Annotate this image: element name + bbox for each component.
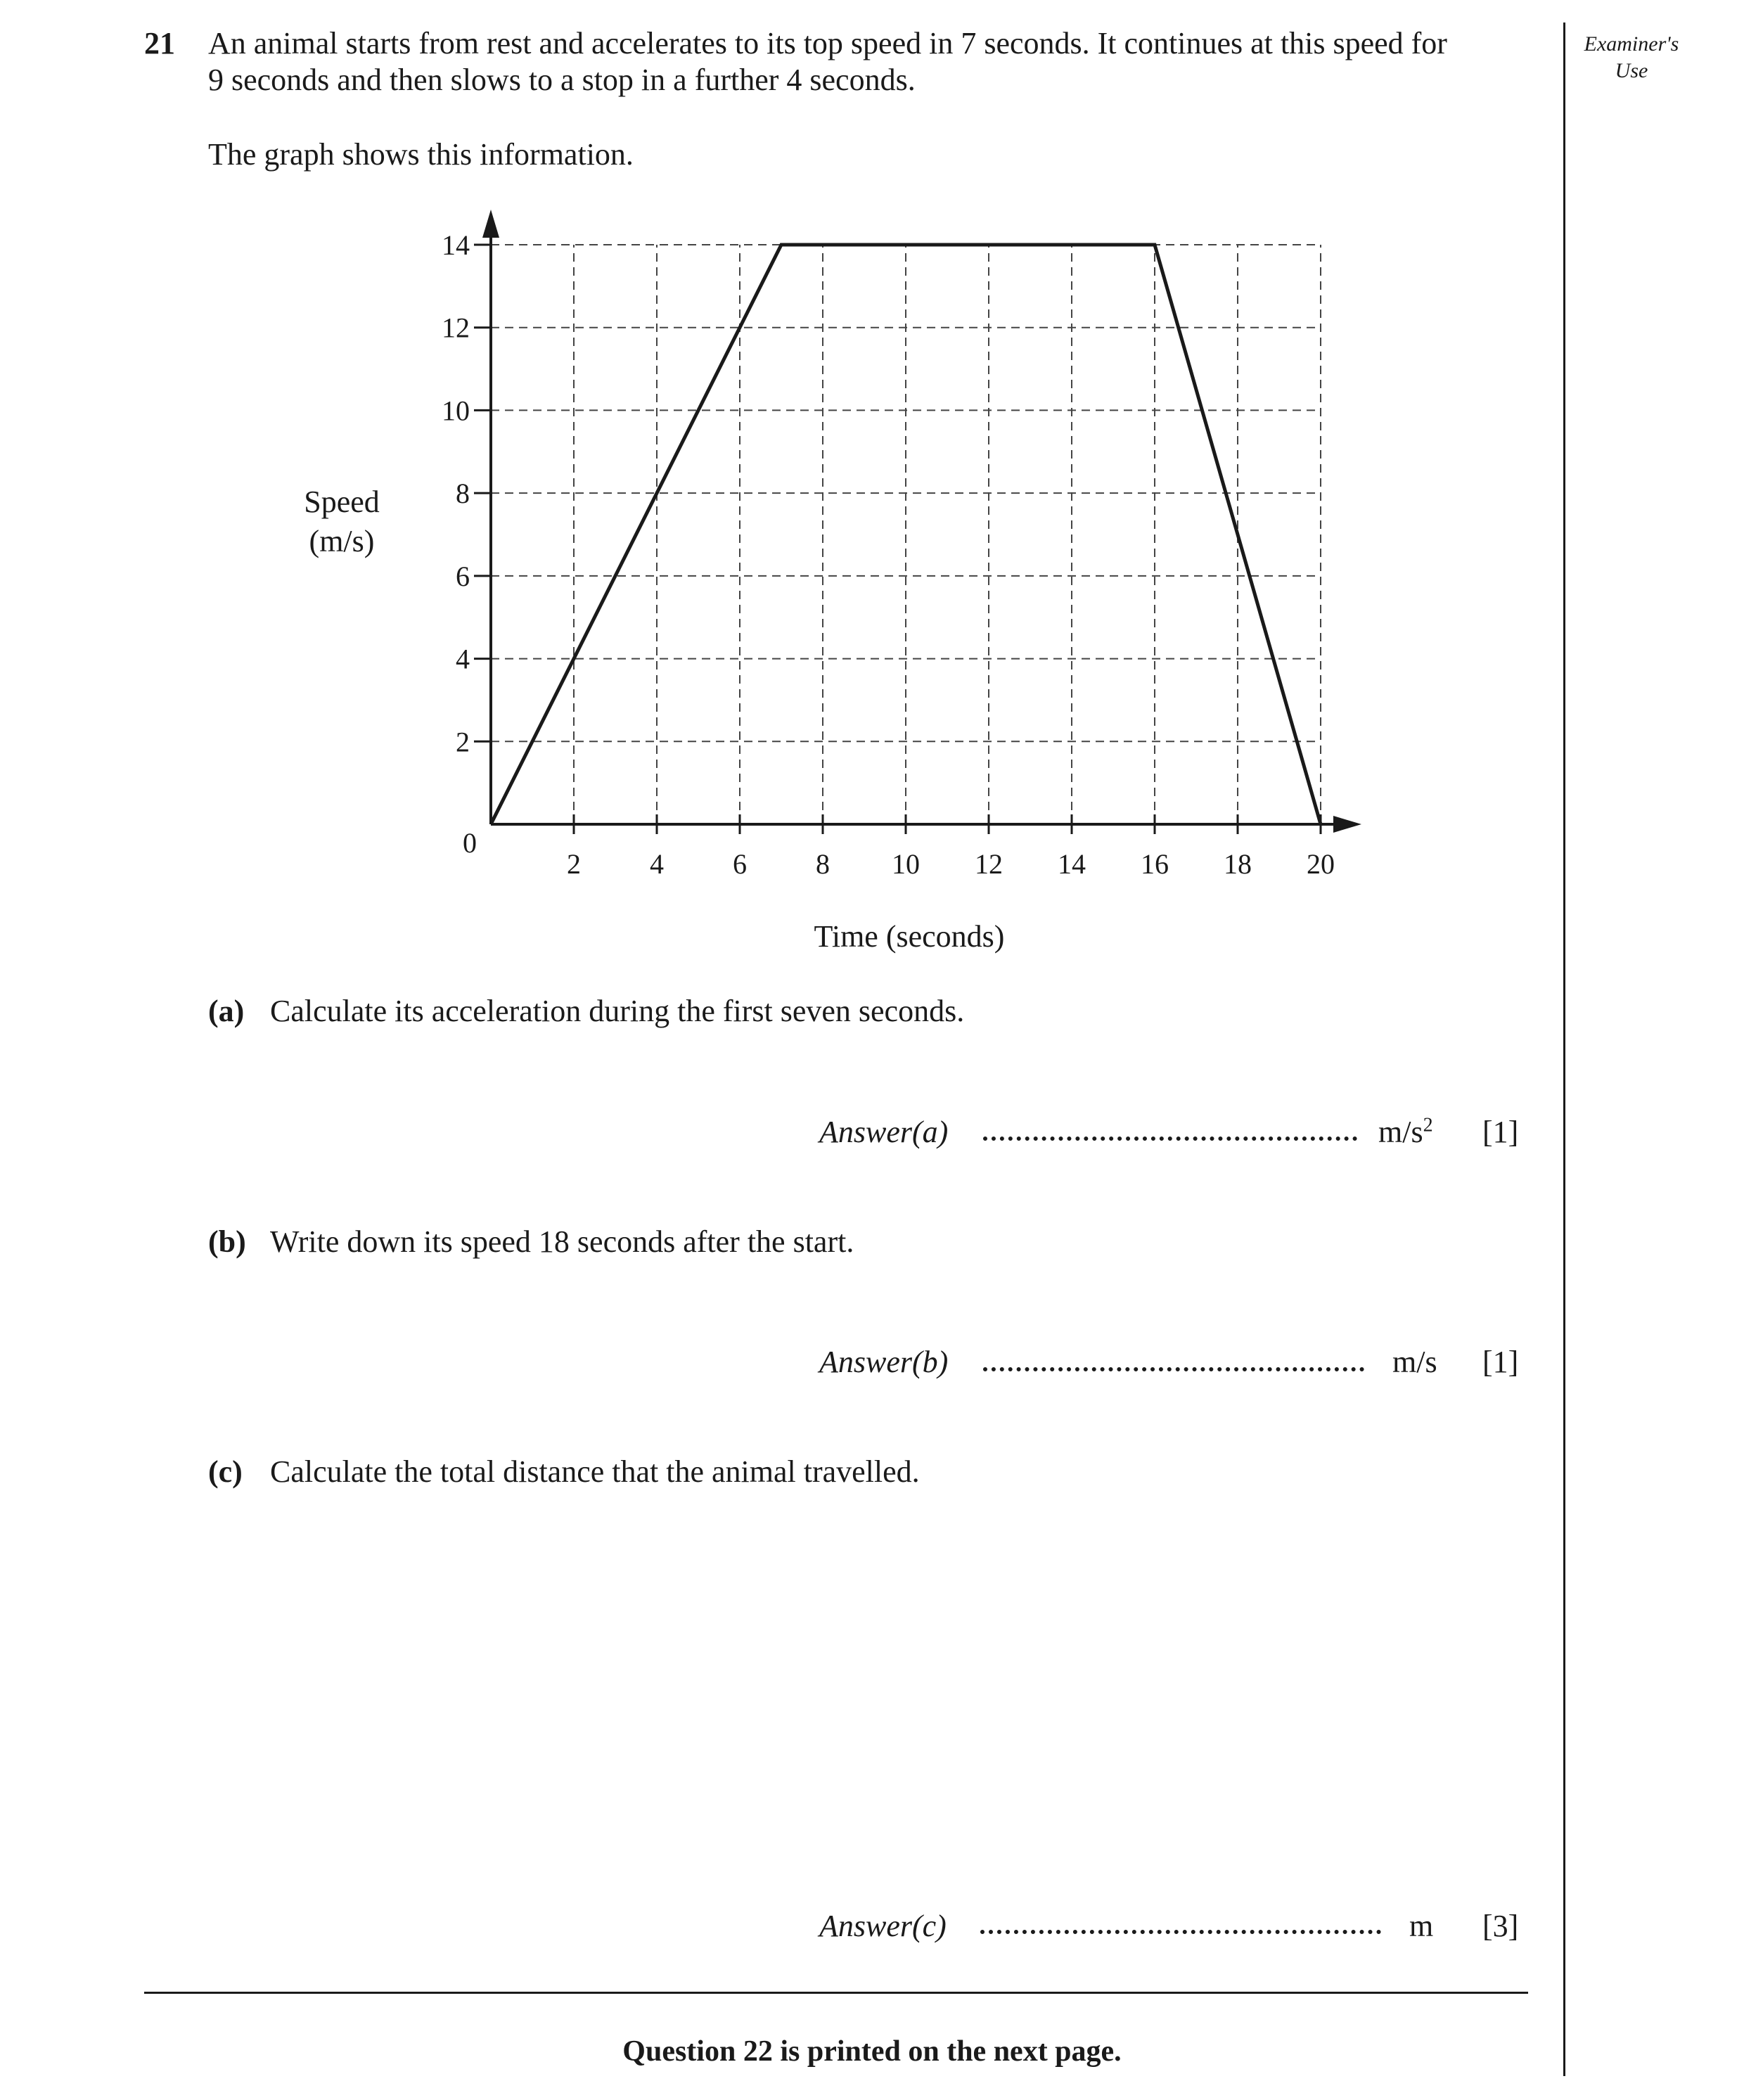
tick-label-x-2: 2 (567, 848, 581, 880)
origin-label: 0 (463, 827, 477, 859)
part-b (208, 1224, 854, 1260)
graph-intro: The graph shows this information. (208, 137, 634, 172)
tick-label-x-10: 10 (892, 848, 920, 880)
chart-axes (482, 210, 1361, 833)
answer-a-unit (1378, 1114, 1433, 1150)
tick-label-x-12: 12 (975, 848, 1003, 880)
part-a (208, 993, 964, 1030)
part-a-text: Calculate its acceleration during the first seven seconds. (270, 994, 965, 1028)
tick-label-x-16: 16 (1141, 848, 1169, 880)
tick-label-y-6: 6 (456, 560, 470, 592)
question-text-line-2: 9 seconds and then slows to a stop in a further 4 seconds. (208, 63, 916, 97)
tick-label-x-6: 6 (733, 848, 747, 880)
tick-label-y-2: 2 (456, 726, 470, 758)
answer-b-mark: [1] (1482, 1345, 1519, 1379)
x-axis-title: Time (seconds) (814, 919, 1005, 954)
answer-a-unit-base: m/s (1378, 1115, 1423, 1149)
part-c (208, 1454, 920, 1490)
speed-time-graph (0, 0, 1744, 985)
answer-c-line[interactable] (980, 1930, 1381, 1934)
tick-label-y-14: 14 (442, 229, 470, 261)
y-axis-arrowhead (482, 210, 499, 238)
tick-label-x-4: 4 (650, 848, 664, 880)
tick-label-y-4: 4 (456, 643, 470, 675)
answer-c-label: Answer(c) (819, 1909, 947, 1943)
part-a-letter: (a) (208, 994, 245, 1028)
answer-b-unit: m/s (1392, 1345, 1437, 1379)
answer-a-mark: [1] (1482, 1115, 1519, 1149)
chart-ticks (474, 245, 1321, 834)
x-axis-arrowhead (1333, 816, 1361, 833)
examiners-use-line-1: Examiner's (1584, 32, 1679, 56)
part-b-text: Write down its speed 18 seconds after the start. (270, 1224, 854, 1259)
answer-c-unit: m (1409, 1909, 1434, 1943)
part-b-letter: (b) (208, 1224, 246, 1259)
y-axis-title-line-2: (m/s) (309, 524, 375, 558)
chart-grid (491, 245, 1321, 824)
tick-label-x-14: 14 (1058, 848, 1086, 880)
answer-a-label: Answer(a) (819, 1115, 949, 1149)
tick-label-y-12: 12 (442, 312, 470, 344)
question-number: 21 (144, 26, 175, 60)
footer-note: Question 22 is printed on the next page. (622, 2035, 1122, 2068)
answer-a-line[interactable] (983, 1137, 1357, 1141)
answer-c-mark: [3] (1482, 1909, 1519, 1943)
part-c-text: Calculate the total distance that the animal travelled. (270, 1454, 920, 1489)
answer-a-unit-exponent: 2 (1423, 1114, 1433, 1137)
examiners-use-line-2: Use (1615, 59, 1648, 82)
part-c-letter: (c) (208, 1454, 243, 1489)
question-text-line-1: An animal starts from rest and accelerates to its top speed in 7 seconds. It continues at this speed for (208, 26, 1447, 60)
answer-b-label: Answer(b) (819, 1345, 949, 1379)
tick-label-y-8: 8 (456, 478, 470, 510)
tick-label-x-20: 20 (1307, 848, 1335, 880)
bottom-rule (144, 1992, 1528, 1994)
tick-label-x-8: 8 (816, 848, 830, 880)
y-axis-title-line-1: Speed (304, 485, 380, 519)
tick-label-y-10: 10 (442, 395, 470, 427)
tick-label-x-18: 18 (1224, 848, 1252, 880)
answer-b-line[interactable] (983, 1367, 1364, 1371)
